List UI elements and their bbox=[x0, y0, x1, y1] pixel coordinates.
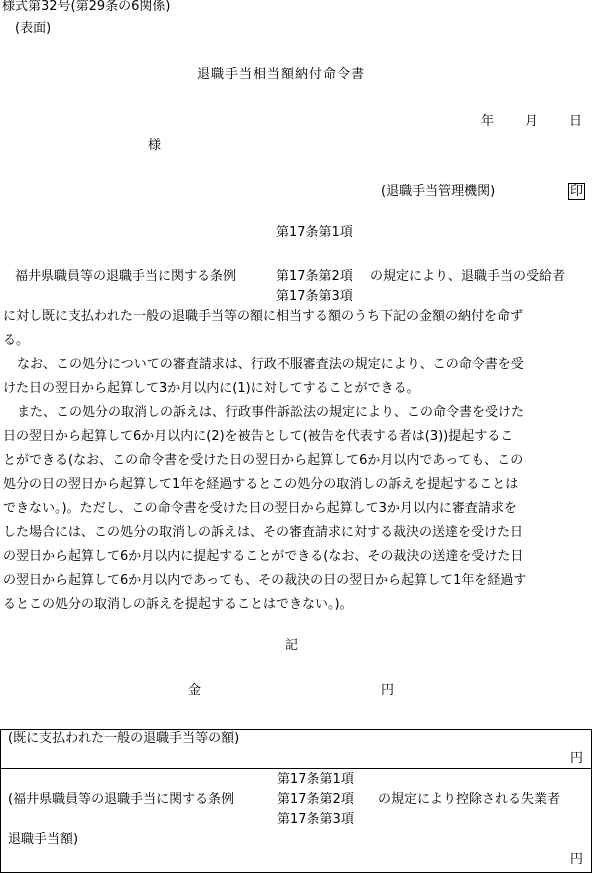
paragraph-line: る。 bbox=[3, 333, 30, 348]
form-number: 様式第32号(第29条の6関係) bbox=[2, 0, 171, 14]
amount-label: 金 bbox=[188, 683, 202, 698]
article-option-1: 第17条第1項 bbox=[276, 225, 353, 240]
paragraph-line: した場合には、この処分の取消しの訴えは、その審査請求に対する裁決の送達を受けた日 bbox=[3, 525, 524, 540]
row2-unit: 円 bbox=[570, 852, 584, 867]
paragraph-order bbox=[3, 305, 589, 353]
document-title: 退職手当相当額納付命令書 bbox=[197, 67, 366, 82]
paragraph-line: の翌日から起算して6か月以内に提起することができる(なお、その裁決の送達を受けた日 bbox=[3, 549, 524, 564]
date-month: 月 bbox=[525, 114, 539, 129]
paragraph-line: けた日の翌日から起算して3か月以内に(1)に対してすることができる。 bbox=[3, 381, 420, 396]
date-year: 年 bbox=[481, 114, 495, 129]
paragraph-line: に対し既に支払われた一般の退職手当等の額に相当する額のうち下記の金額の納付を命ず bbox=[3, 309, 524, 324]
row2-article-option-1: 第17条第1項 bbox=[277, 772, 354, 787]
paragraph-line: とができる(なお、この命令書を受けた日の翌日から起算して6か月以内であっても、この bbox=[3, 453, 524, 468]
paragraph-lawsuit bbox=[3, 401, 589, 617]
article-option-3: 第17条第3項 bbox=[276, 289, 353, 304]
paragraph-review-request bbox=[3, 353, 589, 401]
amount-unit: 円 bbox=[381, 683, 395, 698]
row2-article-option-3: 第17条第3項 bbox=[277, 812, 354, 827]
row2-suffix: の規定により控除される失業者 bbox=[378, 792, 561, 807]
table-row bbox=[0, 729, 592, 769]
paragraph-line: なお、この処分についての審査請求は、行政不服審査法の規定により、この命令書を受 bbox=[17, 357, 524, 372]
paragraph-line: また、この処分の取消しの訴えは、行政事件訴訟法の規定により、この命令書を受けた bbox=[17, 405, 525, 420]
issuer-label: (退職手当管理機関) bbox=[381, 184, 496, 199]
row2-label-end: 退職手当額) bbox=[8, 832, 79, 847]
article-option-2: 第17条第2項 bbox=[276, 269, 353, 284]
date-day: 日 bbox=[569, 114, 583, 129]
ordinance-suffix: の規定により、退職手当の受給者 bbox=[370, 269, 566, 284]
table-row bbox=[0, 768, 592, 873]
row2-article-option-2: 第17条第2項 bbox=[277, 792, 354, 807]
paragraph-line: 処分の日の翌日から起算して1年を経過するとこの処分の取消しの訴えを提起することは bbox=[3, 477, 519, 492]
prior-amount-label: (既に支払われた一般の退職手当等の額) bbox=[8, 731, 240, 746]
paragraph-line: の翌日から起算して6か月以内であっても、その裁決の日の翌日から起算して1年を経過す bbox=[3, 573, 527, 588]
paragraph-line: 日の翌日から起算して6か月以内に(2)を被告として(被告を代表する者は(3))提起するこ bbox=[3, 429, 514, 444]
prior-amount-unit: 円 bbox=[570, 751, 584, 766]
side-label: (表面) bbox=[15, 21, 52, 36]
ordinance-prefix: 福井県職員等の退職手当に関する条例 bbox=[15, 269, 237, 284]
row2-ordinance-prefix: (福井県職員等の退職手当に関する条例 bbox=[8, 792, 235, 807]
paragraph-line: できない。)。ただし、この命令書を受けた日の翌日から起算して3か月以内に審査請求を bbox=[3, 501, 517, 516]
paragraph-line: るとこの処分の取消しの訴えを提起することはできない。)。 bbox=[3, 597, 353, 612]
addressee-suffix: 様 bbox=[148, 138, 162, 153]
record-heading: 記 bbox=[285, 638, 299, 653]
seal-text: 印 bbox=[570, 184, 584, 199]
seal-mark bbox=[568, 184, 585, 200]
